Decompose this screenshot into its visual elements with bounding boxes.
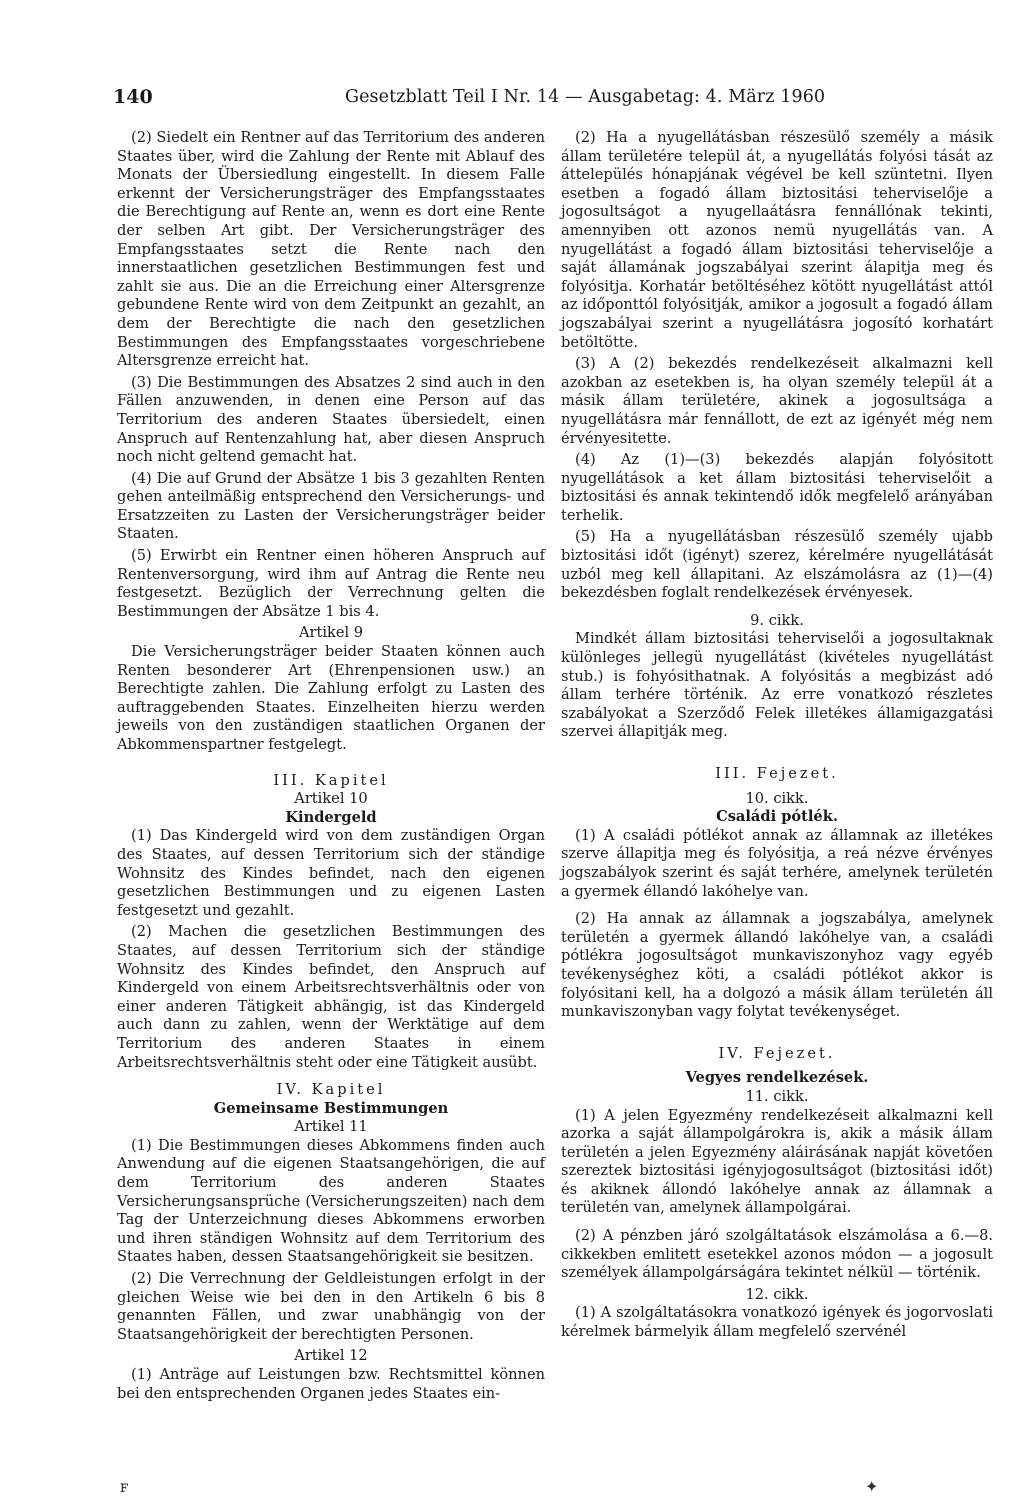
article-title: 9. cikk. xyxy=(750,611,804,629)
paragraph: (1) Das Kindergeld wird von dem zuständigen Organ des Staates, auf dessen Territorium sich der ständige Wohnsitz des Kindes befindet, nach den eigenen gesetzlichen Bestimmungen und zu eigenen Lasten festgesetzt und gezahlt. xyxy=(117,827,545,919)
paragraph: (1) Anträge auf Leistungen bzw. Rechtsmittel können bei den entsprechenden Organen jedes Staates ein- xyxy=(117,1366,545,1402)
paragraph: (5) Erwirbt ein Rentner einen höheren Anspruch auf Rentenversorgung, wird ihm auf Antrag die Rente neu festgesetzt. Bezüglich der Verrechnung gelten die Bestimmungen der Absätze 1 bis 4. xyxy=(117,547,545,620)
paragraph: (1) A családi pótlékot annak az államnak az illetékes szerve állapitja meg és folyósitja, a reá nézve érvényes jogszabályok szerint és saját terhére, amelynek területén a gyermek éllandó lakóhelye van. xyxy=(561,826,993,900)
paragraph: Die Versicherungsträger beider Staaten können auch Renten besonderer Art (Ehrenpensionen usw.) an Berechtigte zahlen. Die Zahlung erfolgt zu Lasten des auftraggebenden Staates. Einzelheiten hierzu werden jeweils von den zuständigen staatlichen Organen der Abkommenspartner festgelegt. xyxy=(117,643,545,753)
article-title: Artikel 10 xyxy=(294,790,368,808)
chapter-title: III. Fejezet. xyxy=(715,765,839,782)
running-head: Gesetzblatt Teil I Nr. 14 — Ausgabetag: 4. März 1960 xyxy=(345,87,826,107)
page-header xyxy=(113,86,973,112)
chapter-title: III. Kapitel xyxy=(273,771,389,789)
paragraph: (3) Die Bestimmungen des Absatzes 2 sind auch in den Fällen anzuwenden, in denen eine Person auf das Territorium des anderen Staates übersiedelt, einen Anspruch auf Rentenzahlung hat, aber diesen Anspruch noch nicht geltend gemacht hat. xyxy=(117,373,545,466)
chapter-title: IV. Kapitel xyxy=(276,1081,386,1099)
paragraph: Mindkét állam biztositási teherviselői a jogosultaknak különleges jellegü nyugellátást (kivételes nyugellátást stub.) is fohyósithatnak. A folyósitás a megbizást adó állam terhére történik. Az erre vonatkozó részletes szabályokat a Szerződő Felek illetékes államigazgatási szervei állapitják meg. xyxy=(561,630,993,741)
article-title: 11. cikk. xyxy=(745,1087,809,1105)
paragraph: (5) Ha a nyugellátásban részesülő személy ujabb biztositási időt (igényt) szerez, kérelmére nyugellátását uzból meg kell állapitani. Az elszámolásra az (1)—(4) bekezdésben foglalt rendelkezések érvényesek. xyxy=(561,528,993,602)
paragraph: (2) Ha a nyugellátásban részesülő személy a másik állam területére települ át, a nyugellátás folyósi tását az áttelepülés hónapjának végével be kell szüntetni. Ilyen esetben a fogadó állam biztositási teherviselője a jogosultságot a nyugellaátásra fennállónak tekinti, amennyiben ott azonos nemü nyugellátás van. A nyugellátást a fogadó állam biztositási teherviselője a saját államának jogszabályai szerint álapitja meg és folyósitja. Korhatár betöltéséhez kötött nyugellátást attól az időponttól folyósitják, amikor a jogosult a fogadó állam jogszabályai szerint a nyugellátásra jogosító korhatárt betöltötte. xyxy=(561,129,993,351)
paragraph: (2) Die Verrechnung der Geldleistungen erfolgt in der gleichen Weise wie bei den in den Artikeln 6 bis 8 genannten Fällen, und zwar unabhängig von der Staatsangehörigkeit der berechtigten Personen. xyxy=(117,1270,545,1343)
paragraph: (3) A (2) bekezdés rendelkezéseit alkalmazni kell azokban az esetekben is, ha olyan személy települ át a másik állam területére, akinek a jogosultsága a nyugellátásra már fennállott, de ezt az igényét még nem érvényesitette. xyxy=(561,355,993,447)
article-heading: Kindergeld xyxy=(285,808,377,826)
print-mark-right: ✦ xyxy=(865,1477,879,1496)
paragraph: (2) Ha annak az államnak a jogszabálya, amelynek területén a gyermek állandó lakóhelye van, a családi pótlékra jogosultságot munkaviszonyhoz vagy egyéb tevékenységhez köti, a családi pótlékot akkor is folyósitani kell, ha a dolgozó a másik állam területén áll munkaviszonyban vagy folytat tevékenységet. xyxy=(561,910,993,1021)
paragraph: (1) A jelen Egyezmény rendelkezéseit alkalmazni kell azorka a saját állampolgárokra is, akik a másik állam területén a jelen Egyezmény aláirásának napját követően szereztek biztositási igényjogosultságot (biztositási időt) és akiknek állondó lakóhelye annak az államnak a területén van, amelynek állampolgárai. xyxy=(561,1106,993,1217)
paragraph: (1) Die Bestimmungen dieses Abkommens finden auch Anwendung auf die eigenen Staatsangehörigen, die auf dem Territorium des anderen Staates Versicherungsansprüche (Versicherungszeiten) nach dem Tag der Unterzeichnung dieses Abkommens erworben und ihren ständigen Wohnsitz auf dem Territorium des Staates haben, dessen Staatsangehörigkeit sie besitzen. xyxy=(117,1136,545,1266)
chapter-heading: Gemeinsame Bestimmungen xyxy=(213,1099,449,1117)
article-title: 10. cikk. xyxy=(745,789,809,807)
paragraph: (2) Siedelt ein Rentner auf das Territorium des anderen Staates über, wird die Zahlung der Rente mit Ablauf des Monats der Übersiedlung eingestellt. In diesem Falle erkennt der Versicherungsträger des Empfangsstaates die Berechtigung auf Rente an, wenn es dort eine Rente der selben Art gibt. Der Versicherungsträger des Empfangsstaates setzt die Rente nach den innerstaatlichen gesetzlichen Bestimmungen fest und zahlt sie aus. Die an die Erreichung einer Altersgrenze gebundene Rente wird von dem Zeitpunkt an gezahlt, an dem der Berechtigte die nach den gesetzlichen Bestimmungen des Empfangsstaates vorgeschriebene Altersgrenze erreicht hat. xyxy=(117,129,545,370)
paragraph: (2) Machen die gesetzlichen Bestimmungen des Staates, auf dessen Territorium sich der ständige Wohnsitz des Kindes befindet, den Anspruch auf Kindergeld von einem Arbeitsrechtsverhältnis oder von einer anderen Tätigkeit abhängig, ist das Kindergeld auch dann zu zahlen, wenn der Werktätige auf dem Territorium des anderen Staates in einem Arbeitsrechtsverhältnis steht oder eine Tätigkeit ausübt. xyxy=(117,923,545,1071)
paragraph: (1) A szolgáltatásokra vonatkozó igények és jogorvoslati kérelmek bármelyik állam megfelelő szervénél xyxy=(561,1304,993,1341)
paragraph: (4) Az (1)—(3) bekezdés alapján folyósitott nyugellátások a ket állam biztositási teherviselőit a biztositási és annak tekintendő idők megfelelő arányában terhelik. xyxy=(561,451,993,524)
article-title: 12. cikk. xyxy=(745,1285,809,1303)
article-title: Artikel 11 xyxy=(294,1118,368,1136)
print-mark-left: ꜰ xyxy=(120,1477,129,1496)
chapter-title: IV. Fejezet. xyxy=(718,1044,836,1062)
paragraph: (4) Die auf Grund der Absätze 1 bis 3 gezahlten Renten gehen anteilmäßig entsprechend den Versicherungs- und Ersatzzeiten zu Lasten der Versicherungsträger beider Staaten. xyxy=(117,469,545,543)
left-column-german xyxy=(117,129,545,1406)
article-heading: Családi pótlék. xyxy=(716,808,838,826)
chapter-heading: Vegyes rendelkezések. xyxy=(685,1069,869,1087)
right-column-hungarian xyxy=(561,129,993,1345)
article-title: Artikel 12 xyxy=(294,1347,368,1365)
paragraph: (2) A pénzben járó szolgáltatások elszámolása a 6.—8. cikkekben emlitett esetekkel azonos módon — a jogosult személyek állampolgárságára tekintet nélkül — történik. xyxy=(561,1227,993,1282)
article-title: Artikel 9 xyxy=(298,624,364,642)
page-number: 140 xyxy=(113,86,153,108)
